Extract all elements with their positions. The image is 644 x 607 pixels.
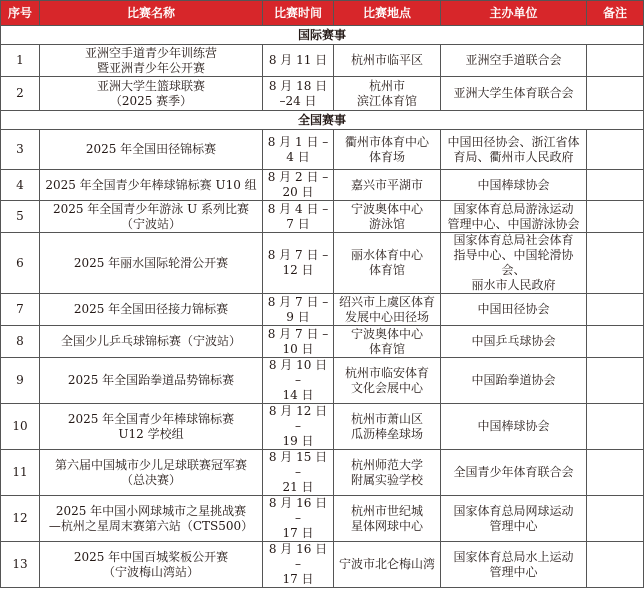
section-row — [1, 111, 644, 130]
cell-time: 8 月 2 日 – 20 日 — [263, 170, 334, 201]
cell-time: 8 月 18 日 –24 日 — [263, 77, 334, 111]
cell-no: 12 — [1, 496, 40, 542]
cell-note — [587, 294, 644, 326]
section-title: 国际赛事 — [1, 26, 644, 45]
cell-org: 亚洲空手道联合会 — [441, 45, 587, 77]
table-row — [1, 404, 644, 450]
cell-org: 中国田径协会 — [441, 294, 587, 326]
cell-no: 2 — [1, 77, 40, 111]
table-row — [1, 233, 644, 294]
cell-no: 3 — [1, 130, 40, 170]
cell-org: 中国田径协会、浙江省体 育局、衢州市人民政府 — [441, 130, 587, 170]
table-row — [1, 201, 644, 233]
cell-note — [587, 358, 644, 404]
table-row — [1, 170, 644, 201]
table-row — [1, 294, 644, 326]
header-name: 比赛名称 — [40, 1, 263, 26]
cell-no: 7 — [1, 294, 40, 326]
cell-time: 8 月 4 日 – 7 日 — [263, 201, 334, 233]
cell-name: 亚洲大学生篮球联赛 （2025 赛季） — [40, 77, 263, 111]
cell-name: 2025 年全国田径接力锦标赛 — [40, 294, 263, 326]
cell-time: 8 月 1 日 – 4 日 — [263, 130, 334, 170]
table-body — [1, 26, 644, 588]
cell-org: 中国乒乓球协会 — [441, 326, 587, 358]
header-row — [1, 1, 644, 26]
cell-time: 8 月 7 日 – 10 日 — [263, 326, 334, 358]
cell-name: 2025 年中国小网球城市之星挑战赛 —杭州之星周末赛第六站（CTS500） — [40, 496, 263, 542]
cell-name: 2025 年中国百城桨板公开赛 （宁波梅山湾站） — [40, 542, 263, 588]
table-row — [1, 77, 644, 111]
cell-no: 13 — [1, 542, 40, 588]
table-row — [1, 358, 644, 404]
cell-place: 绍兴市上虞区体育 发展中心田径场 — [334, 294, 441, 326]
cell-no: 1 — [1, 45, 40, 77]
section-title: 全国赛事 — [1, 111, 644, 130]
cell-org: 国家体育总局水上运动 管理中心 — [441, 542, 587, 588]
header-no: 序号 — [1, 1, 40, 26]
cell-note — [587, 201, 644, 233]
cell-note — [587, 326, 644, 358]
header-time: 比赛时间 — [263, 1, 334, 26]
cell-no: 8 — [1, 326, 40, 358]
cell-place: 宁波奥体中心 游泳馆 — [334, 201, 441, 233]
cell-no: 5 — [1, 201, 40, 233]
cell-place: 宁波市北仑梅山湾 — [334, 542, 441, 588]
cell-note — [587, 542, 644, 588]
cell-no: 9 — [1, 358, 40, 404]
cell-name: 2025 年全国青少年游泳 U 系列比赛 （宁波站） — [40, 201, 263, 233]
cell-time: 8 月 16 日 – 17 日 — [263, 542, 334, 588]
cell-org: 国家体育总局网球运动 管理中心 — [441, 496, 587, 542]
table-row — [1, 542, 644, 588]
cell-time: 8 月 11 日 — [263, 45, 334, 77]
cell-place: 杭州市临平区 — [334, 45, 441, 77]
cell-place: 嘉兴市平湖市 — [334, 170, 441, 201]
cell-time: 8 月 12 日 – 19 日 — [263, 404, 334, 450]
cell-name: 2025 年全国跆拳道品势锦标赛 — [40, 358, 263, 404]
cell-org: 国家体育总局社会体育 指导中心、中国轮滑协会、 丽水市人民政府 — [441, 233, 587, 294]
table-row — [1, 450, 644, 496]
cell-name: 第六届中国城市少儿足球联赛冠军赛 （总决赛） — [40, 450, 263, 496]
header-place: 比赛地点 — [334, 1, 441, 26]
cell-place: 杭州市世纪城 星体网球中心 — [334, 496, 441, 542]
table-row — [1, 45, 644, 77]
cell-no: 10 — [1, 404, 40, 450]
cell-org: 中国跆拳道协会 — [441, 358, 587, 404]
cell-org: 亚洲大学生体育联合会 — [441, 77, 587, 111]
cell-place: 杭州市临安体育 文化会展中心 — [334, 358, 441, 404]
cell-name: 2025 年全国田径锦标赛 — [40, 130, 263, 170]
cell-org: 全国青少年体育联合会 — [441, 450, 587, 496]
table-row — [1, 496, 644, 542]
cell-note — [587, 404, 644, 450]
cell-place: 丽水体育中心 体育馆 — [334, 233, 441, 294]
cell-name: 2025 年丽水国际轮滑公开赛 — [40, 233, 263, 294]
cell-name: 亚洲空手道青少年训练营 暨亚洲青少年公开赛 — [40, 45, 263, 77]
header-note: 备注 — [587, 1, 644, 26]
cell-org: 中国棒球协会 — [441, 170, 587, 201]
cell-time: 8 月 16 日 – 17 日 — [263, 496, 334, 542]
cell-note — [587, 233, 644, 294]
table-header — [1, 1, 644, 26]
table-row — [1, 326, 644, 358]
section-row — [1, 26, 644, 45]
cell-time: 8 月 15 日 – 21 日 — [263, 450, 334, 496]
cell-note — [587, 77, 644, 111]
cell-note — [587, 450, 644, 496]
cell-note — [587, 170, 644, 201]
cell-name: 全国少儿乒乓球锦标赛（宁波站） — [40, 326, 263, 358]
cell-name: 2025 年全国青少年棒球锦标赛 U10 组 — [40, 170, 263, 201]
cell-no: 6 — [1, 233, 40, 294]
table-row — [1, 130, 644, 170]
header-org: 主办单位 — [441, 1, 587, 26]
cell-no: 4 — [1, 170, 40, 201]
cell-place: 杭州市萧山区 瓜沥棒垒球场 — [334, 404, 441, 450]
cell-time: 8 月 10 日 – 14 日 — [263, 358, 334, 404]
cell-note — [587, 45, 644, 77]
cell-time: 8 月 7 日 – 9 日 — [263, 294, 334, 326]
cell-place: 宁波奥体中心 体育馆 — [334, 326, 441, 358]
cell-time: 8 月 7 日 – 12 日 — [263, 233, 334, 294]
cell-note — [587, 130, 644, 170]
cell-place: 杭州师范大学 附属实验学校 — [334, 450, 441, 496]
cell-org: 中国棒球协会 — [441, 404, 587, 450]
cell-name: 2025 年全国青少年棒球锦标赛 U12 学校组 — [40, 404, 263, 450]
cell-place: 杭州市 滨江体育馆 — [334, 77, 441, 111]
cell-note — [587, 496, 644, 542]
cell-no: 11 — [1, 450, 40, 496]
cell-place: 衢州市体育中心 体育场 — [334, 130, 441, 170]
cell-org: 国家体育总局游泳运动 管理中心、中国游泳协会 — [441, 201, 587, 233]
